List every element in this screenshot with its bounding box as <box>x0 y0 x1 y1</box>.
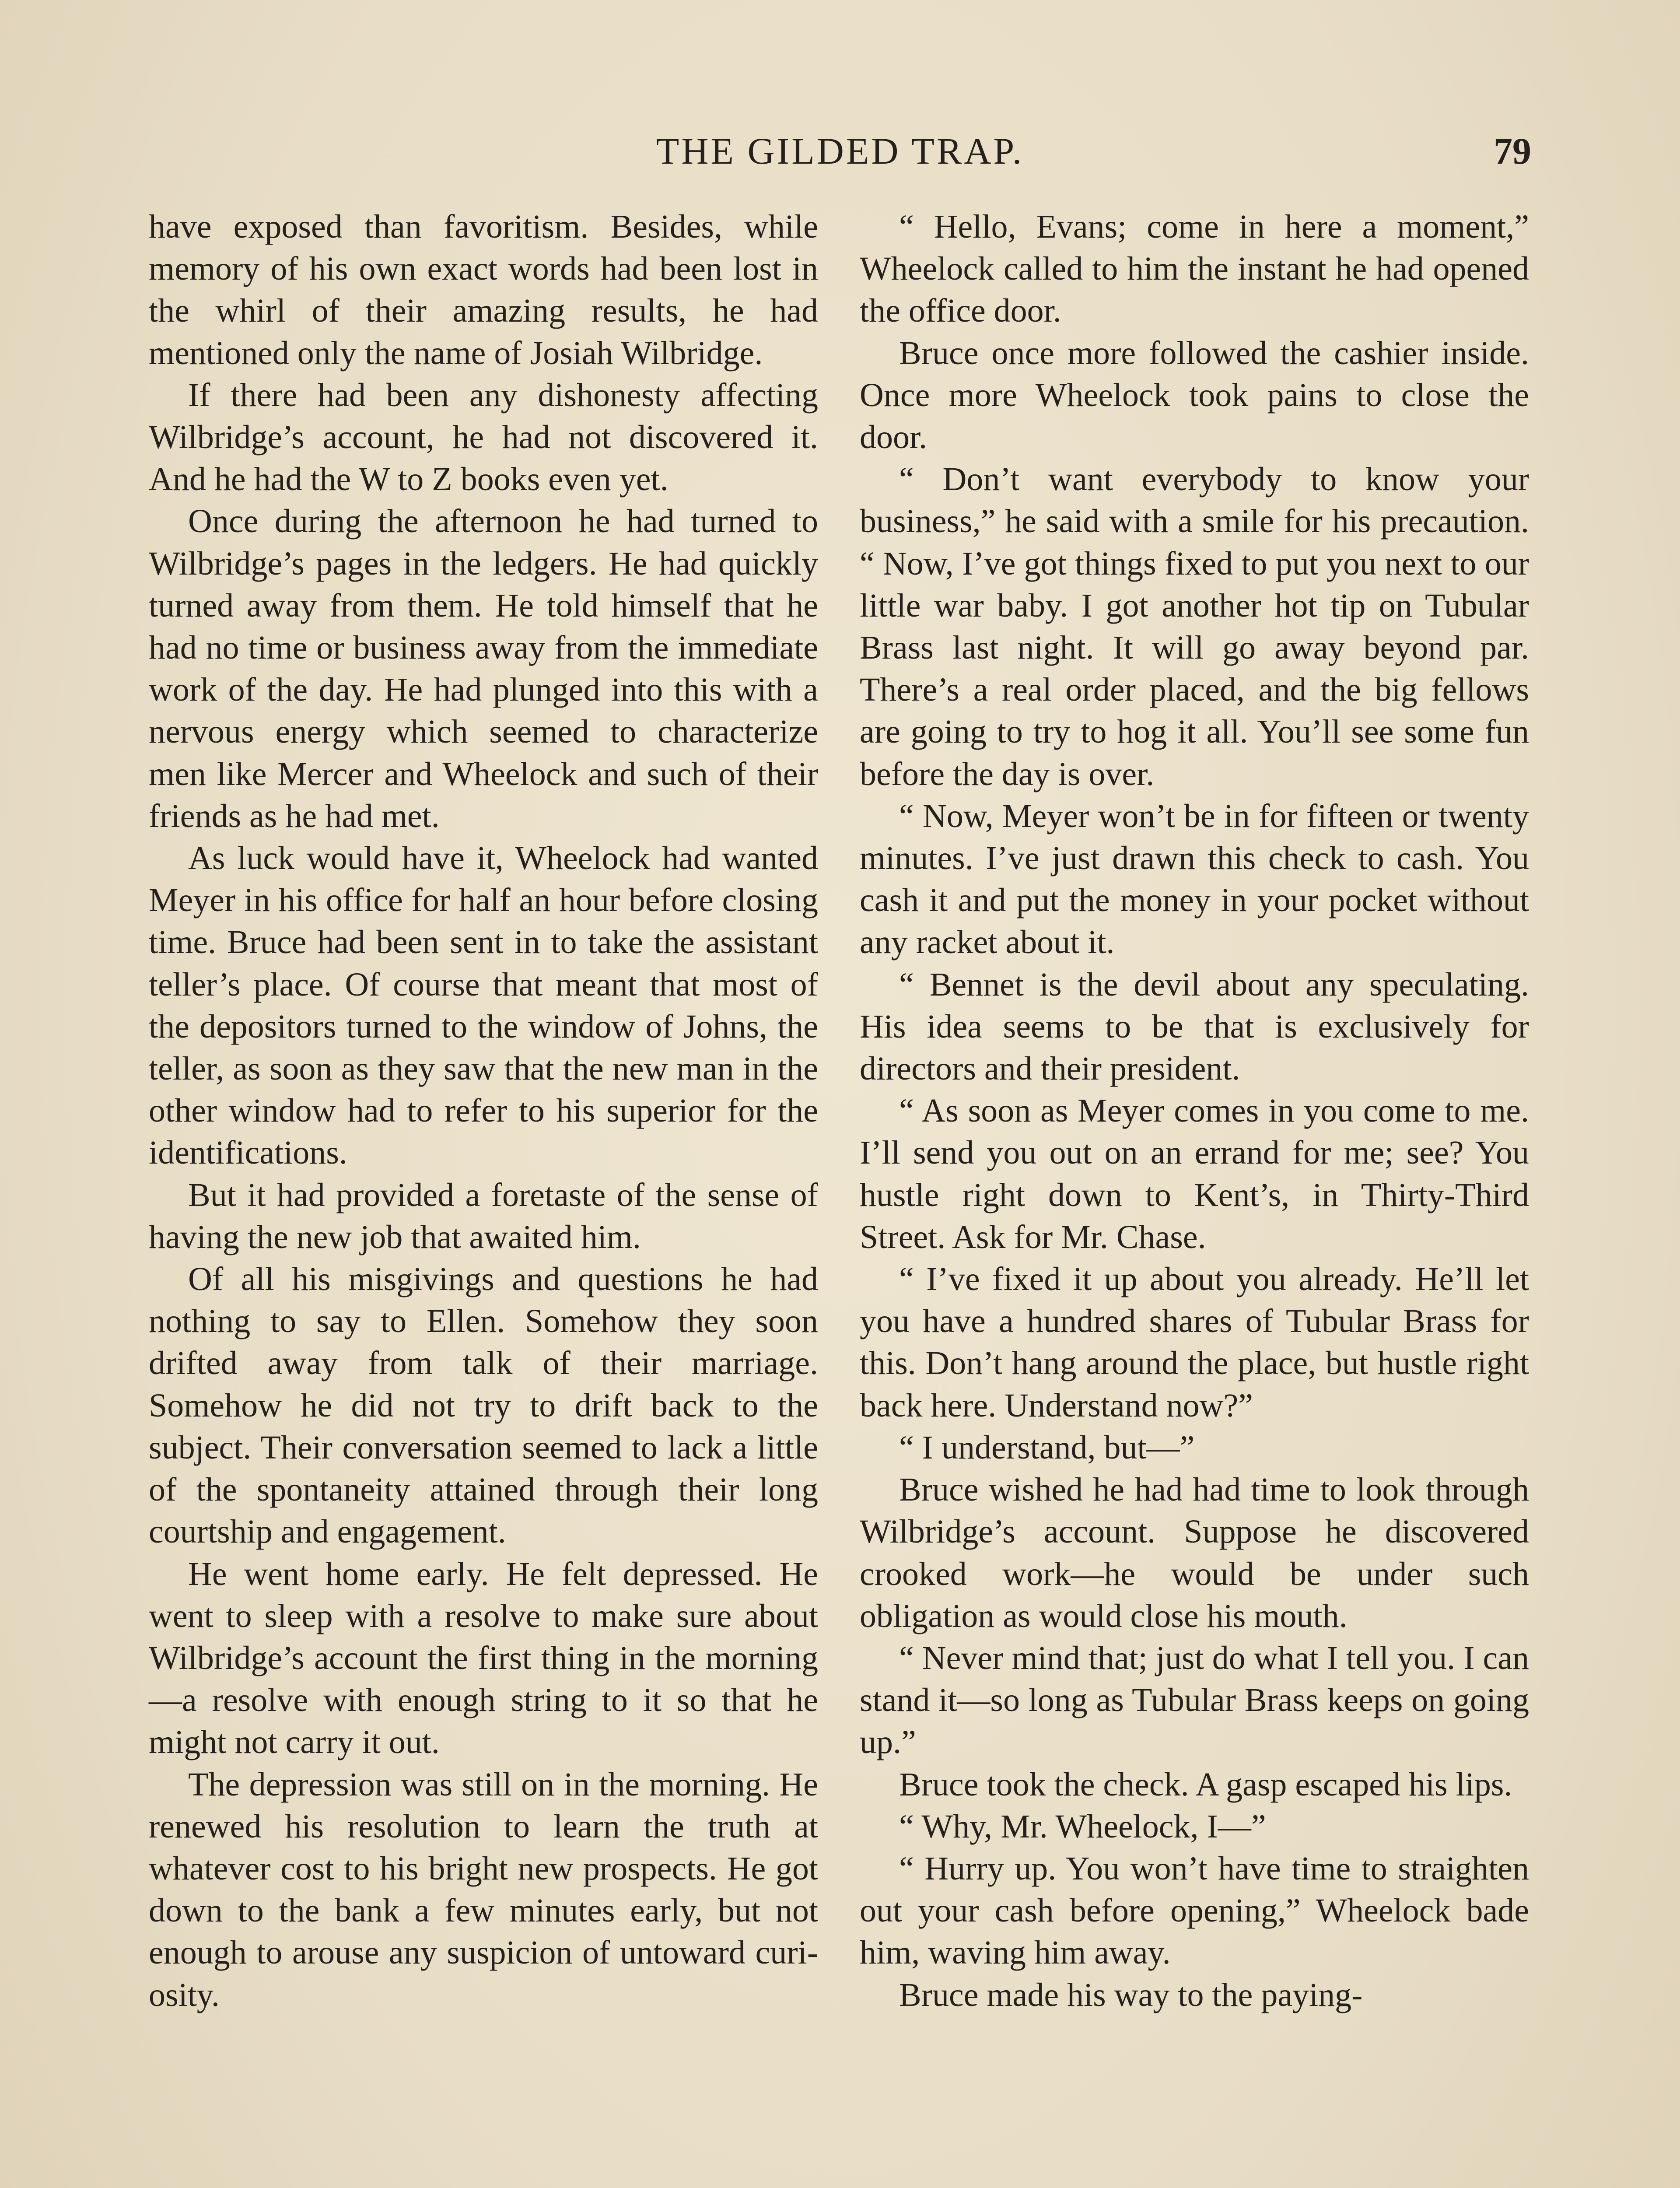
paragraph: Bruce wished he had had time to look through Wilbridge’s account. Suppose he discovered crooked work—he would be under such obligation as would close his mouth. <box>860 1471 1529 1634</box>
paragraph: “ I’ve fixed it up about you already. He’ll let you have a hundred shares of Tubular Brass for this. Don’t hang around the place, but hustle right back here. Understand now?” <box>860 1261 1529 1424</box>
paragraph: “ Why, Mr. Wheelock, I—” <box>899 1808 1266 1845</box>
paragraph: Once during the afternoon he had turned to Wilbridge’s pages in the ledgers. He had quickly turned away from them. He told himself that he had no time or business away from the immediate work of the day. He had plunged into this with a nervous energy which seemed to characterize men like Mercer and Wheelock and such of their friends as he had met. <box>149 503 818 835</box>
right-column <box>860 206 1529 2188</box>
paragraph: “ I understand, but—” <box>899 1429 1195 1466</box>
paragraph: “ Don’t want everybody to know your business,” he said with a smile for his precaution. “ Now, I’ve got things fixed to put you next to our little war baby. I got another hot tip on Tubular Brass last night. It will go away beyond par. There’s a real order placed, and the big fellows are going to try to hog it all. You’ll see some fun before the day is over. <box>860 461 1529 792</box>
running-title: THE GILDED TRAP. <box>656 130 1024 172</box>
page-header <box>149 127 1531 175</box>
page-number: 79 <box>1494 130 1531 172</box>
paragraph: As luck would have it, Wheelock had wanted Meyer in his office for half an hour before closing time. Bruce had been sent in to take the assistant teller’s place. Of course that meant that most of the depositors turned to the window of Johns, the teller, as soon as they saw that the new man in the other window had to refer to his superior for the identifications. <box>149 840 818 1171</box>
paragraph: Of all his misgivings and questions he had nothing to say to Ellen. Somehow they soon drifted away from talk of their marriage. Somehow he did not try to drift back to the subject. Their conversation seemed to lack a little of the spontaneity attained through their long courtship and engagement. <box>149 1261 818 1550</box>
paragraph: “ Never mind that; just do what I tell you. I can stand it—so long as Tubular Brass keeps on going up.” <box>860 1639 1529 1761</box>
left-column <box>149 206 818 2188</box>
paragraph: Bruce took the check. A gasp escaped his lips. <box>899 1766 1512 1803</box>
paragraph: “ Hurry up. You won’t have time to straighten out your cash before opening,” Wheelock bade him, waving him away. <box>860 1850 1529 1971</box>
paragraph: Bruce once more followed the cashier inside. Once more Wheelock took pains to close the door. <box>860 334 1529 456</box>
paragraph: But it had provided a foretaste of the sense of having the new job that awaited him. <box>149 1176 818 1255</box>
paragraph: “ Now, Meyer won’t be in for fifteen or twenty minutes. I’ve just drawn this check to cash. You cash it and put the money in your pocket without any racket about it. <box>860 797 1529 961</box>
paragraph: The depression was still on in the morning. He renewed his resolution to learn the truth at whatever cost to his bright new prospects. He got down to the bank a few minutes early, but not enough to arouse any suspicion of untoward curiosity. <box>149 1766 818 2013</box>
paragraph: Bruce made his way to the paying- <box>899 1976 1363 2013</box>
paragraph: “ Hello, Evans; come in here a moment,” Wheelock called to him the instant he had opened the office door. <box>860 208 1529 330</box>
paragraph: “ As soon as Meyer comes in you come to me. I’ll send you out on an errand for me; see? You hustle right down to Kent’s, in Thirty-Third Street. Ask for Mr. Chase. <box>860 1092 1529 1255</box>
paragraph: have exposed than favoritism. Besides, while memory of his own exact words had been lost in the whirl of their amazing results, he had mentioned only the name of Josiah Wilbridge. <box>149 208 818 372</box>
paragraph: If there had been any dishonesty affecting Wilbridge’s account, he had not discovered it. And he had the W to Z books even yet. <box>149 376 818 498</box>
paragraph: He went home early. He felt depressed. He went to sleep with a resolve to make sure about Wilbridge’s account the first thing in the morning—a resolve with enough string to it so that he might not carry it out. <box>149 1555 818 1761</box>
paragraph: “ Bennet is the devil about any speculating. His idea seems to be that is exclusively for directors and their president. <box>860 966 1529 1087</box>
